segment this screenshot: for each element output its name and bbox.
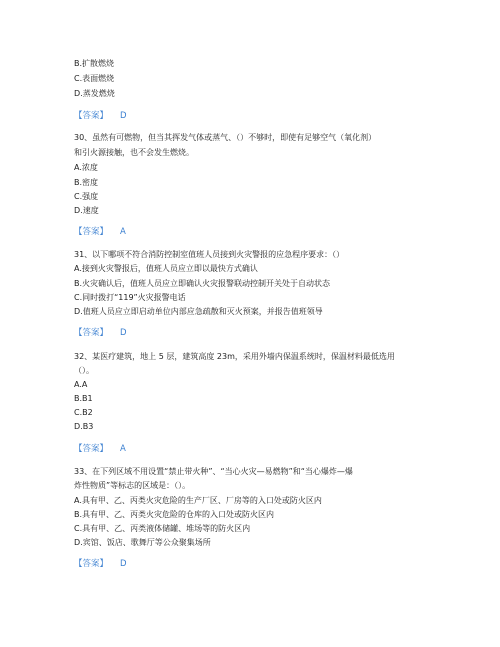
option-line: C.具有甲、乙、丙类液体储罐、堆场等的防火区内 <box>74 524 251 533</box>
option-line: B.火灾确认后，值班人员应立即确认火灾报警联动控制开关处于自动状态 <box>74 279 331 288</box>
option-line: D.速度 <box>74 206 99 215</box>
option-line: D.蒸发燃烧 <box>74 89 115 98</box>
option-line: A.A <box>74 380 88 389</box>
option-line: D.宾馆、饭店、歌舞厅等公众聚集场所 <box>74 538 211 547</box>
option-line: C.B2 <box>74 408 93 417</box>
option-line: B.密度 <box>74 178 99 187</box>
question-stem: 炸性物质”等标志的区域是：（）。 <box>74 481 191 490</box>
answer-label: 【答案】 <box>74 559 109 569</box>
question-stem: 33、在下列区域不用设置“禁止带火种”、“当心火灾—易燃物”和“当心爆炸—爆 <box>74 467 353 476</box>
answer-line <box>74 226 126 238</box>
question-stem: 30、虽然有可燃物，但当其挥发气体或蒸气、（）不够时，即使有足够空气（氧化剂） <box>74 133 377 142</box>
option-line: C.表面燃烧 <box>74 74 115 83</box>
option-line: D.B3 <box>74 422 94 431</box>
answer-label: 【答案】 <box>74 111 109 121</box>
question-stem: 31、以下哪项不符合消防控制室值班人员接到火灾警报的应急程序要求：（） <box>74 250 345 259</box>
option-line: A.具有甲、乙、丙类火灾危险的生产厂区、厂房等的入口处或防火区内 <box>74 496 322 505</box>
answer-line <box>74 558 127 570</box>
answer-line <box>74 110 127 122</box>
answer-line <box>74 443 126 455</box>
answer-value: D <box>120 328 127 338</box>
question-stem: 和引火源接触，也不会发生燃烧。 <box>74 148 194 157</box>
option-line: A.浓度 <box>74 163 98 172</box>
answer-value: D <box>120 559 127 569</box>
question-stem: （）。 <box>74 366 94 375</box>
option-line: C.强度 <box>74 192 99 201</box>
option-line: A.接到火灾警报后，值班人员应立即以最快方式确认 <box>74 264 258 273</box>
question-stem: 32、某医疗建筑，地上 5 层，建筑高度 23m，采用外墙内保温系统时，保温材料最低选用 <box>74 352 395 361</box>
answer-line <box>74 327 127 339</box>
answer-label: 【答案】 <box>74 444 109 454</box>
option-line: D.值班人员应立即启动单位内部应急疏散和灭火预案，并报告值班领导 <box>74 307 323 316</box>
option-line: B.具有甲、乙、丙类火灾危险的仓库的入口处或防火区内 <box>74 510 275 519</box>
option-line: B.扩散燃烧 <box>74 59 115 68</box>
answer-label: 【答案】 <box>74 227 109 237</box>
answer-value: D <box>120 111 127 121</box>
option-line: C.同时拨打“119”火灾报警电话 <box>74 293 186 302</box>
answer-value: A <box>120 227 126 237</box>
option-line: B.B1 <box>74 394 93 403</box>
answer-value: A <box>120 444 126 454</box>
answer-label: 【答案】 <box>74 328 109 338</box>
